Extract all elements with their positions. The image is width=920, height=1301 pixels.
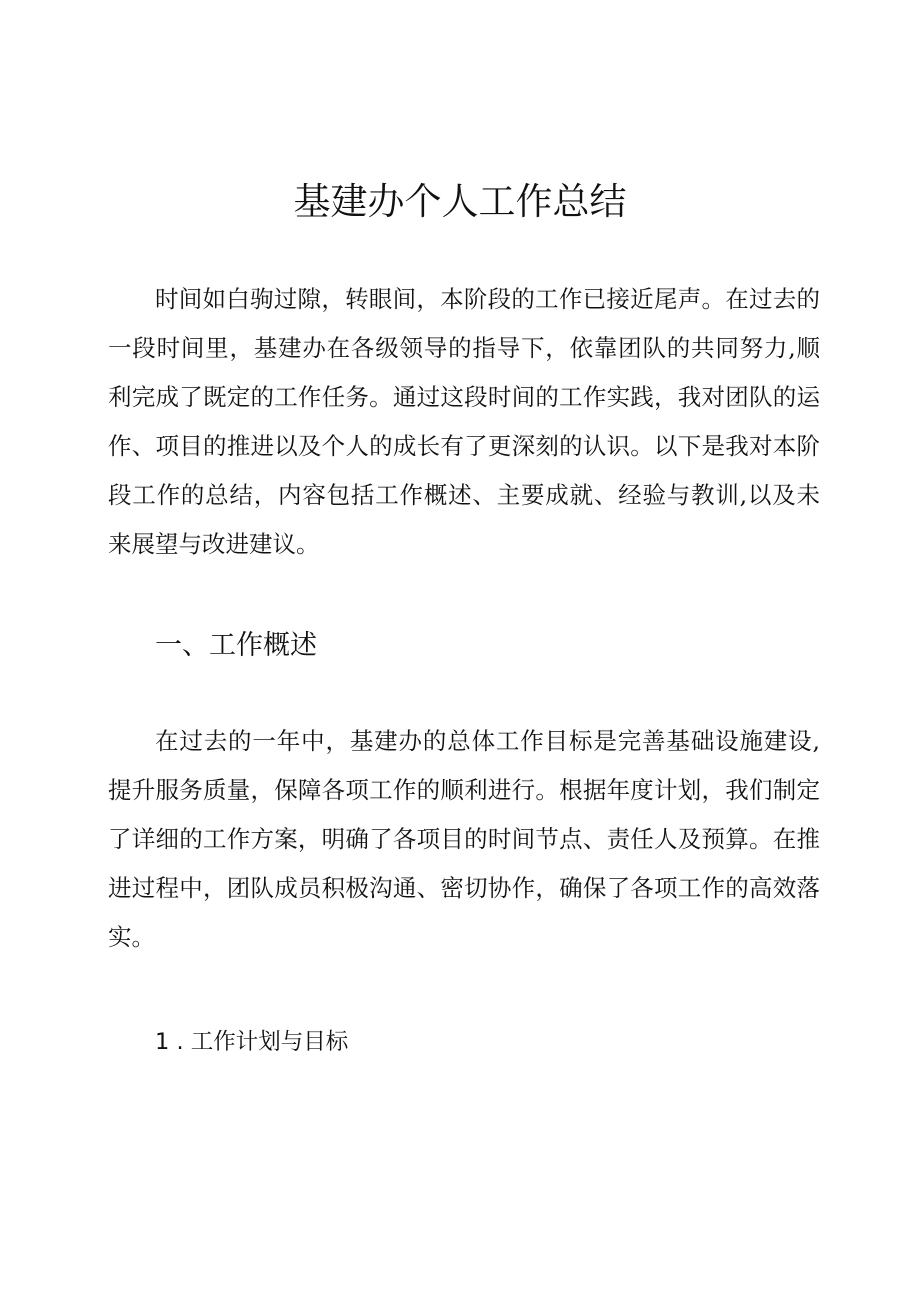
- overview-paragraph: 在过去的一年中，基建办的总体工作目标是完善基础设施建设,提升服务质量，保障各项工作的顺利进行。根据年度计划，我们制定了详细的工作方案，明确了各项目的时间节点、责任人及预算。在推进过程中，团队成员积极沟通、密切协作，确保了各项工作的高效落实。: [108, 727, 820, 951]
- document-title: 基建办个人工作总结: [293, 180, 627, 223]
- intro-paragraph: 时间如白驹过隙，转眼间，本阶段的工作已接近尾声。在过去的一段时间里，基建办在各级领导的指导下，依靠团队的共同努力,顺利完成了既定的工作任务。通过这段时间的工作实践，我对团队的运作、项目的推进以及个人的成长有了更深刻的认识。以下是我对本阶段工作的总结，内容包括工作概述、主要成就、经验与教训,以及未来展望与改进建议。: [108, 285, 820, 558]
- subsection-heading-plan-and-goals: 1 . 工作计划与目标: [155, 1029, 349, 1055]
- section-heading-overview: 一、工作概述: [155, 630, 317, 661]
